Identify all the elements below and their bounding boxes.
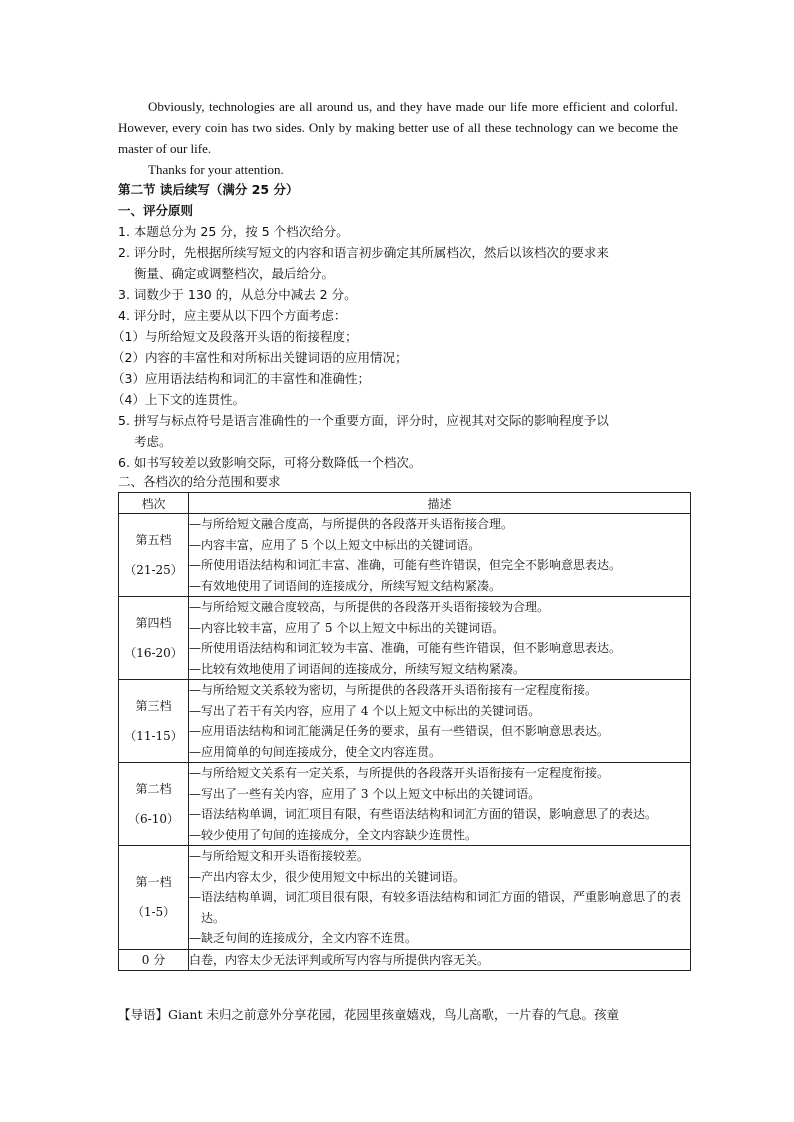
description-line: —语法结构单调，词汇项目很有限，有较多语法结构和词汇方面的错误，严重影响意思了的表达。: [189, 890, 682, 925]
description-line: —有效地使用了词语间的连接成分，所续写短文结构紧凑。: [189, 578, 502, 593]
rule-2-line-1: 2. 评分时，先根据所续写短文的内容和语言初步确定其所属档次，然后以该档次的要求来: [118, 245, 609, 260]
description-line: —缺乏句间的连接成分，全文内容不连贯。: [189, 931, 418, 945]
rule-4-sub-2: （2）内容的丰富性和对所标出关键词语的应用情况；: [112, 350, 408, 365]
description-cell: [189, 597, 691, 680]
description-cell: [189, 846, 691, 950]
levels-heading: 二、各档次的给分范围和要求: [118, 474, 281, 489]
description-line: —与所给短文关系有一定关系，与所提供的各段落开头语衔接有一定程度衔接。: [189, 766, 610, 780]
rule-5-line-2: 考虑。: [134, 434, 172, 449]
level-range: （21-25）: [124, 563, 183, 577]
rule-2-line-2: 衡量、确定或调整档次，最后给分。: [134, 266, 335, 281]
essay-paragraph-2: Thanks for your attention.: [148, 162, 284, 177]
rule-3: 3. 词数少于 130 的，从总分中减去 2 分。: [118, 287, 357, 302]
description-line: —比较有效地使用了词语间的连接成分，所续写短文结构紧凑。: [189, 661, 526, 676]
rule-4-sub-4: （4）上下文的连贯性。: [112, 392, 245, 407]
rule-4-sub-1: （1）与所给短文及段落开头语的衔接程度；: [112, 329, 358, 344]
table-row: [119, 680, 691, 763]
rule-4: 4. 评分时，应主要从以下四个方面考虑：: [118, 308, 347, 323]
description-line: —内容比较丰富，应用了 5 个以上短文中标出的关键词语。: [189, 620, 505, 635]
rule-6: 6. 如书写较差以致影响交际，可将分数降低一个档次。: [118, 455, 422, 470]
level-zero: 0 分: [119, 949, 189, 970]
level-name: 第二档: [135, 782, 172, 796]
level-cell: [119, 597, 189, 680]
rule-5-line-1: 5. 拼写与标点符号是语言准确性的一个重要方面，评分时，应视其对交际的影响程度予以: [118, 413, 609, 428]
description-line: —所使用语法结构和词汇丰富、准确，可能有些许错误，但完全不影响意思表达。: [189, 558, 622, 572]
level-cell: [119, 680, 189, 763]
level-range: （6-10）: [128, 812, 179, 826]
zero-description: 白卷，内容太少无法评判或所写内容与所提供内容无关。: [189, 949, 691, 970]
table-row-zero: [119, 949, 691, 970]
description-line: —内容丰富，应用了 5 个以上短文中标出的关键词语。: [189, 537, 481, 552]
scoring-table: [118, 492, 691, 971]
level-range: （16-20）: [124, 646, 183, 660]
table-row: [119, 514, 691, 597]
level-name: 第五档: [135, 533, 172, 547]
description-line: —与所给短文关系较为密切，与所提供的各段落开头语衔接有一定程度衔接。: [189, 683, 598, 697]
description-line: —写出了一些有关内容，应用了 3 个以上短文中标出的关键词语。: [189, 786, 541, 801]
description-line: —语法结构单调，词汇项目有限，有些语法结构和词汇方面的错误，影响意思了的表达。: [189, 807, 658, 821]
description-cell: [189, 514, 691, 597]
rule-1: 1. 本题总分为 25 分，按 5 个档次给分。: [118, 224, 349, 239]
section-heading: 第二节 读后续写（满分 25 分）: [118, 182, 299, 197]
level-name: 第四档: [135, 616, 172, 630]
description-line: —与所给短文和开头语衔接较差。: [189, 849, 370, 863]
description-line: —与所给短文融合度较高，与所提供的各段落开头语衔接较为合理。: [189, 600, 550, 614]
description-cell: [189, 680, 691, 763]
header-level: 档次: [119, 493, 189, 514]
description-line: —写出了若干有关内容，应用了 4 个以上短文中标出的关键词语。: [189, 703, 541, 718]
description-line: —与所给短文融合度高，与所提供的各段落开头语衔接合理。: [189, 517, 514, 531]
principles-heading: 一、评分原则: [118, 203, 194, 218]
level-cell: [119, 763, 189, 846]
description-line: —较少使用了句间的连接成分，全文内容缺少连贯性。: [189, 827, 478, 842]
description-line: —所使用语法结构和词汇较为丰富、准确，可能有些许错误，但不影响意思表达。: [189, 641, 622, 655]
description-line: —应用语法结构和词汇能满足任务的要求，虽有一些错误，但不影响意思表达。: [189, 724, 610, 738]
description-line: —应用简单的句间连接成分，使全文内容连贯。: [189, 744, 442, 759]
description-line: —产出内容太少，很少使用短文中标出的关键词语。: [189, 869, 466, 884]
description-cell: [189, 763, 691, 846]
table-row: [119, 763, 691, 846]
rule-4-sub-3: （3）应用语法结构和词汇的丰富性和准确性；: [112, 371, 370, 386]
level-range: （1-5）: [131, 905, 176, 920]
level-cell: [119, 846, 189, 950]
table-header-row: [119, 493, 691, 514]
guide-text: 【导语】Giant 未归之前意外分享花园，花园里孩童嬉戏，鸟儿高歌，一片春的气息。孩童: [118, 1007, 619, 1022]
level-range: （11-15）: [124, 729, 183, 743]
table-row: [119, 846, 691, 950]
essay-paragraph-1: Obviously, technologies are all around us, and they have made our life more efficient and colorful. However, every coin has two sides. Only by making better use of all these technology can we become the master of our life.: [118, 99, 678, 156]
header-description: 描述: [189, 493, 691, 514]
level-name: 第三档: [135, 699, 172, 713]
level-name: 第一档: [135, 875, 172, 890]
level-cell: [119, 514, 189, 597]
table-row: [119, 597, 691, 680]
